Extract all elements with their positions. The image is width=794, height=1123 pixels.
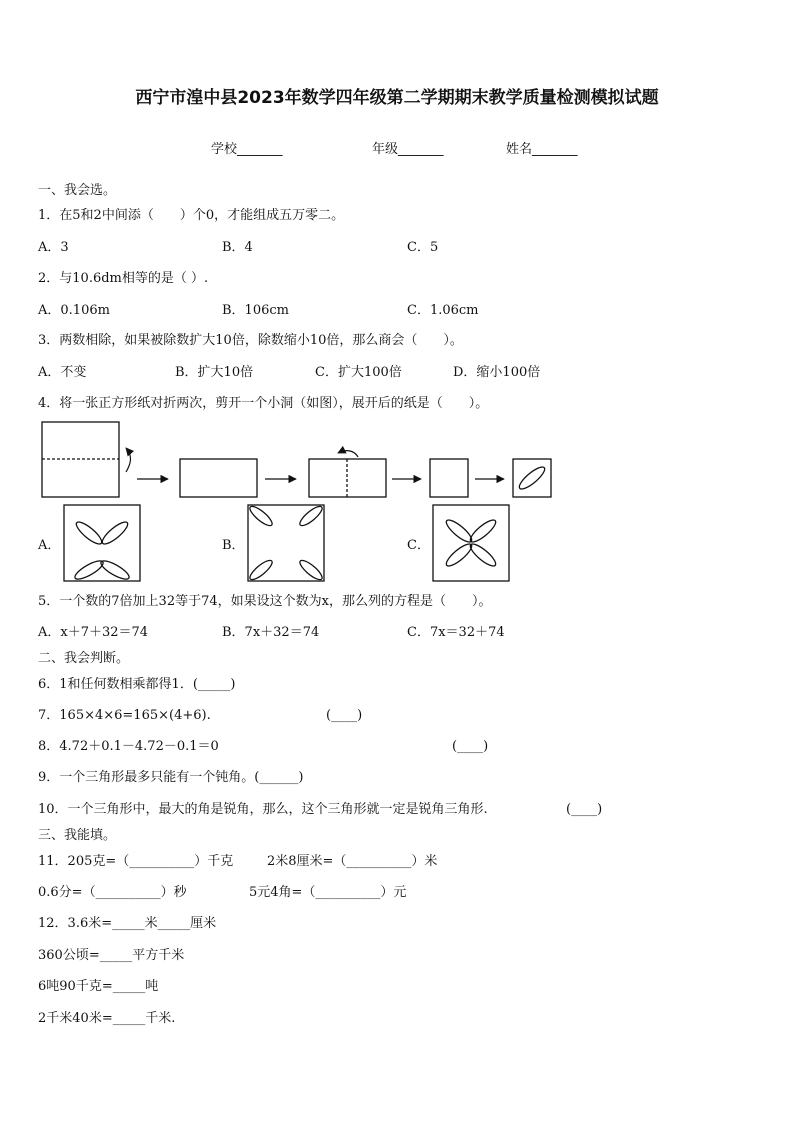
q2-option-c: C．1.06cm <box>407 303 479 318</box>
q1-option-c: C．5 <box>407 240 439 255</box>
q5-option-c: C．7x＝32＋74 <box>407 625 505 640</box>
q5-stem: 5．一个数的7倍加上32等于74，如果设这个数为x，那么列的方程是（ ）。 <box>38 594 492 609</box>
q3-option-a: A．不变 <box>38 365 87 380</box>
fold-curved-arrow-icon <box>126 448 131 472</box>
q11b: 2米8厘米=（__________）米 <box>267 854 438 869</box>
q5-option-b: B．7x＋32＝74 <box>222 625 320 640</box>
option-a-figure <box>64 505 140 582</box>
q12a: 12．3.6米=_____米_____厘米 <box>38 916 217 931</box>
q10-blank: (____) <box>566 802 603 817</box>
q8-blank: (____) <box>452 739 489 754</box>
fold-step-2-rectangle <box>180 459 257 497</box>
q3-option-c: C．扩大100倍 <box>315 365 402 380</box>
fold-step-1-square <box>42 422 119 497</box>
q2-option-a: A．0.106m <box>38 303 110 318</box>
q4-stem: 4．将一张正方形纸对折两次，剪开一个小洞（如图），展开后的纸是（ ）。 <box>38 396 489 411</box>
fold-step-3-rectangle <box>309 459 386 497</box>
q11d: 5元4角=（__________）元 <box>249 885 407 900</box>
section1-heading: 一、我会选。 <box>38 183 117 198</box>
q6: 6．1和任何数相乘都得1．(_____) <box>38 677 236 692</box>
q5-option-a: A．x＋7＋32＝74 <box>38 625 149 640</box>
q11a: 11．205克=（__________）千克 <box>38 854 234 869</box>
q12d: 2千米40米=_____千米. <box>38 1011 176 1026</box>
option-b-figure <box>247 504 324 583</box>
section2-heading: 二、我会判断。 <box>38 651 130 666</box>
q2-stem: 2．与10.6dm相等的是（ ）. <box>38 271 209 286</box>
q12b: 360公顷=_____平方千米 <box>38 948 185 963</box>
q1-stem: 1．在5和2中间添（ ）个0，才能组成五万零二。 <box>38 208 345 223</box>
q3-option-d: D．缩小100倍 <box>453 365 541 380</box>
school-field: 学校_______ <box>211 142 283 157</box>
option-c-figure <box>433 505 509 581</box>
q8: 8．4.72＋0.1－4.72－0.1＝0 <box>38 739 219 754</box>
q4-option-c: C． <box>407 538 430 553</box>
q12c: 6吨90千克=_____吨 <box>38 979 159 994</box>
page-title: 西宁市湟中县2023年数学四年级第二学期期末教学质量检测模拟试题 <box>135 88 659 108</box>
q7-blank: (____) <box>326 708 363 723</box>
q4-option-a: A． <box>38 538 61 553</box>
section3-heading: 三、我能填。 <box>38 828 117 843</box>
fold-curved-arrow-icon <box>338 451 358 457</box>
q4-option-b: B． <box>222 538 245 553</box>
fold-step-4-square <box>430 459 468 497</box>
name-field: 姓名_______ <box>506 142 578 157</box>
q1-option-a: A．3 <box>38 240 69 255</box>
q1-option-b: B．4 <box>222 240 253 255</box>
fold-step-5-cut-square <box>513 459 551 497</box>
q9: 9．一个三角形最多只能有一个钝角。(______) <box>38 770 304 785</box>
q7: 7．165×4×6=165×(4+6). <box>38 708 211 723</box>
q2-option-b: B．106cm <box>222 303 289 318</box>
q11c: 0.6分=（__________）秒 <box>38 885 187 900</box>
q3-stem: 3．两数相除，如果被除数扩大10倍，除数缩小10倍，那么商会（ ）。 <box>38 333 463 348</box>
q3-option-b: B．扩大10倍 <box>175 365 254 380</box>
q10: 10．一个三角形中，最大的角是锐角，那么，这个三角形就一定是锐角三角形. <box>38 802 488 817</box>
grade-field: 年级_______ <box>372 142 444 157</box>
